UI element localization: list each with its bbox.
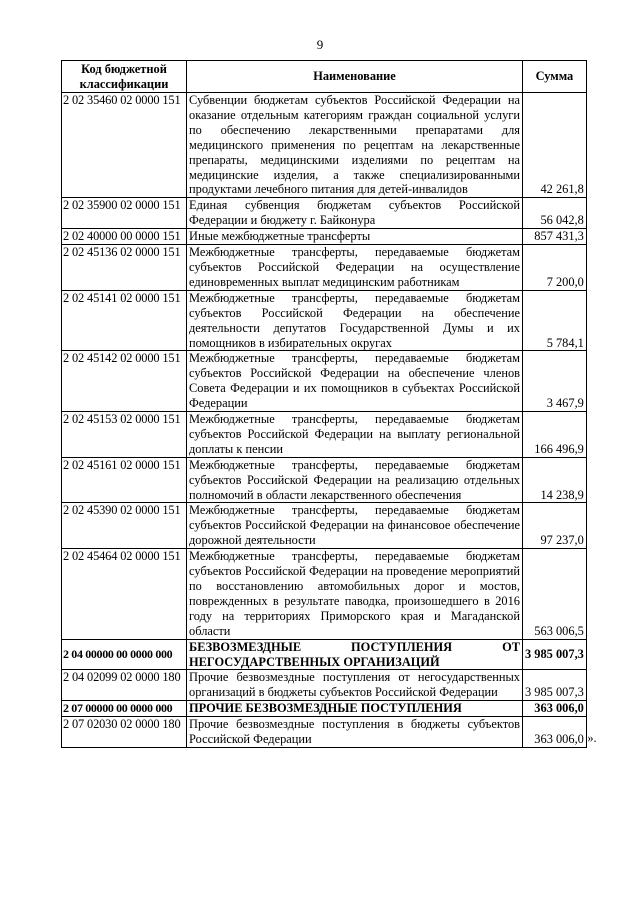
item-name-cell: Межбюджетные трансферты, передаваемые бюджетам субъектов Российской Федерации на финансовое обеспечение дорожной деятельности (187, 503, 523, 549)
page-number: 9 (316, 37, 324, 52)
header-code: Код бюджетной классификации (62, 61, 187, 93)
item-name-cell: Межбюджетные трансферты, передаваемые бюджетам субъектов Российской Федерации на выплату региональной доплаты к пенсии (187, 412, 523, 458)
item-name-cell: Межбюджетные трансферты, передаваемые бюджетам субъектов Российской Федерации на осуществление единовременных выплат медицинским работникам (187, 245, 523, 291)
amount-cell: 857 431,3 (523, 229, 587, 245)
amount-cell: 166 496,9 (523, 412, 587, 458)
amount-cell: 3 985 007,3 (523, 639, 587, 670)
table-row (62, 670, 587, 701)
item-name-cell: Межбюджетные трансферты, передаваемые бюджетам субъектов Российской Федерации на обеспечение членов Совета Федерации и их помощников в субъектах Российской Федерации (187, 351, 523, 412)
amount-cell: 363 006,0 (523, 717, 587, 748)
item-name-cell: Субвенции бюджетам субъектов Российской Федерации на оказание отдельным категориям граждан социальной услуги по обеспечению лекарственными препаратами для медицинского применения по рецептам на лекарственные препараты, медицинскими изделиями по рецептам на медицинские изделия, а также специализированными продуктами лечебного питания для детей-инвалидов (187, 93, 523, 198)
table-row (62, 93, 587, 198)
budget-code-cell: 2 02 35460 02 0000 151 (62, 93, 187, 198)
budget-code-cell: 2 02 45142 02 0000 151 (62, 351, 187, 412)
item-name-cell: Единая субвенция бюджетам субъектов Российской Федерации и бюджету г. Байконура (187, 198, 523, 229)
amount-cell: 5 784,1 (523, 290, 587, 351)
budget-code-cell: 2 02 45161 02 0000 151 (62, 457, 187, 503)
amount-cell: 563 006,5 (523, 549, 587, 639)
budget-code-cell: 2 02 35900 02 0000 151 (62, 198, 187, 229)
budget-code-cell: 2 02 45390 02 0000 151 (62, 503, 187, 549)
table-row (62, 290, 587, 351)
amount-cell: 97 237,0 (523, 503, 587, 549)
budget-code-cell: 2 04 00000 00 0000 000 (62, 639, 187, 670)
section-total-row (62, 701, 587, 717)
budget-code-cell: 2 02 45141 02 0000 151 (62, 290, 187, 351)
amount-cell: 3 467,9 (523, 351, 587, 412)
item-name-cell: Иные межбюджетные трансферты (187, 229, 523, 245)
amount-cell: 42 261,8 (523, 93, 587, 198)
header-name: Наименование (187, 61, 523, 93)
budget-code-cell: 2 04 02099 02 0000 180 (62, 670, 187, 701)
table-row (62, 351, 587, 412)
item-name-cell: Межбюджетные трансферты, передаваемые бюджетам субъектов Российской Федерации на проведение мероприятий по восстановлению автомобильных дорог и мостов, поврежденных в результате паводка, произошедшего в 2016 году на территориях Приморского края и Магаданской области (187, 549, 523, 639)
budget-code-cell: 2 02 40000 00 0000 151 (62, 229, 187, 245)
amount-cell: 363 006,0 (523, 701, 587, 717)
item-name-cell: Прочие безвозмездные поступления от негосударственных организаций в бюджеты субъектов Российской Федерации (187, 670, 523, 701)
budget-code-cell: 2 02 45464 02 0000 151 (62, 549, 187, 639)
item-name-cell: Прочие безвозмездные поступления в бюджеты субъектов Российской Федерации (187, 717, 523, 748)
table-row (62, 412, 587, 458)
item-name-cell: Межбюджетные трансферты, передаваемые бюджетам субъектов Российской Федерации на реализацию отдельных полномочий в области лекарственного обеспечения (187, 457, 523, 503)
budget-code-cell: 2 07 00000 00 0000 000 (62, 701, 187, 717)
item-name-cell: Межбюджетные трансферты, передаваемые бюджетам субъектов Российской Федерации на обеспечение деятельности депутатов Государственной Думы и их помощников в избирательных округах (187, 290, 523, 351)
budget-table (61, 60, 587, 748)
table-row (62, 457, 587, 503)
amount-cell: 56 042,8 (523, 198, 587, 229)
section-total-row (62, 639, 587, 670)
table-row (62, 717, 587, 748)
table-row (62, 503, 587, 549)
closing-quote-mark: ». (587, 731, 597, 746)
amount-cell: 3 985 007,3 (523, 670, 587, 701)
table-row (62, 198, 587, 229)
table-row (62, 245, 587, 291)
table-header-row (62, 61, 587, 93)
table-row (62, 549, 587, 639)
header-sum: Сумма (523, 61, 587, 93)
amount-cell: 7 200,0 (523, 245, 587, 291)
budget-code-cell: 2 02 45153 02 0000 151 (62, 412, 187, 458)
amount-cell: 14 238,9 (523, 457, 587, 503)
item-name-cell: БЕЗВОЗМЕЗДНЫЕ ПОСТУПЛЕНИЯ ОТ НЕГОСУДАРСТВЕННЫХ ОРГАНИЗАЦИЙ (187, 639, 523, 670)
budget-code-cell: 2 07 02030 02 0000 180 (62, 717, 187, 748)
item-name-cell: ПРОЧИЕ БЕЗВОЗМЕЗДНЫЕ ПОСТУПЛЕНИЯ (187, 701, 523, 717)
table-row (62, 229, 587, 245)
budget-code-cell: 2 02 45136 02 0000 151 (62, 245, 187, 291)
